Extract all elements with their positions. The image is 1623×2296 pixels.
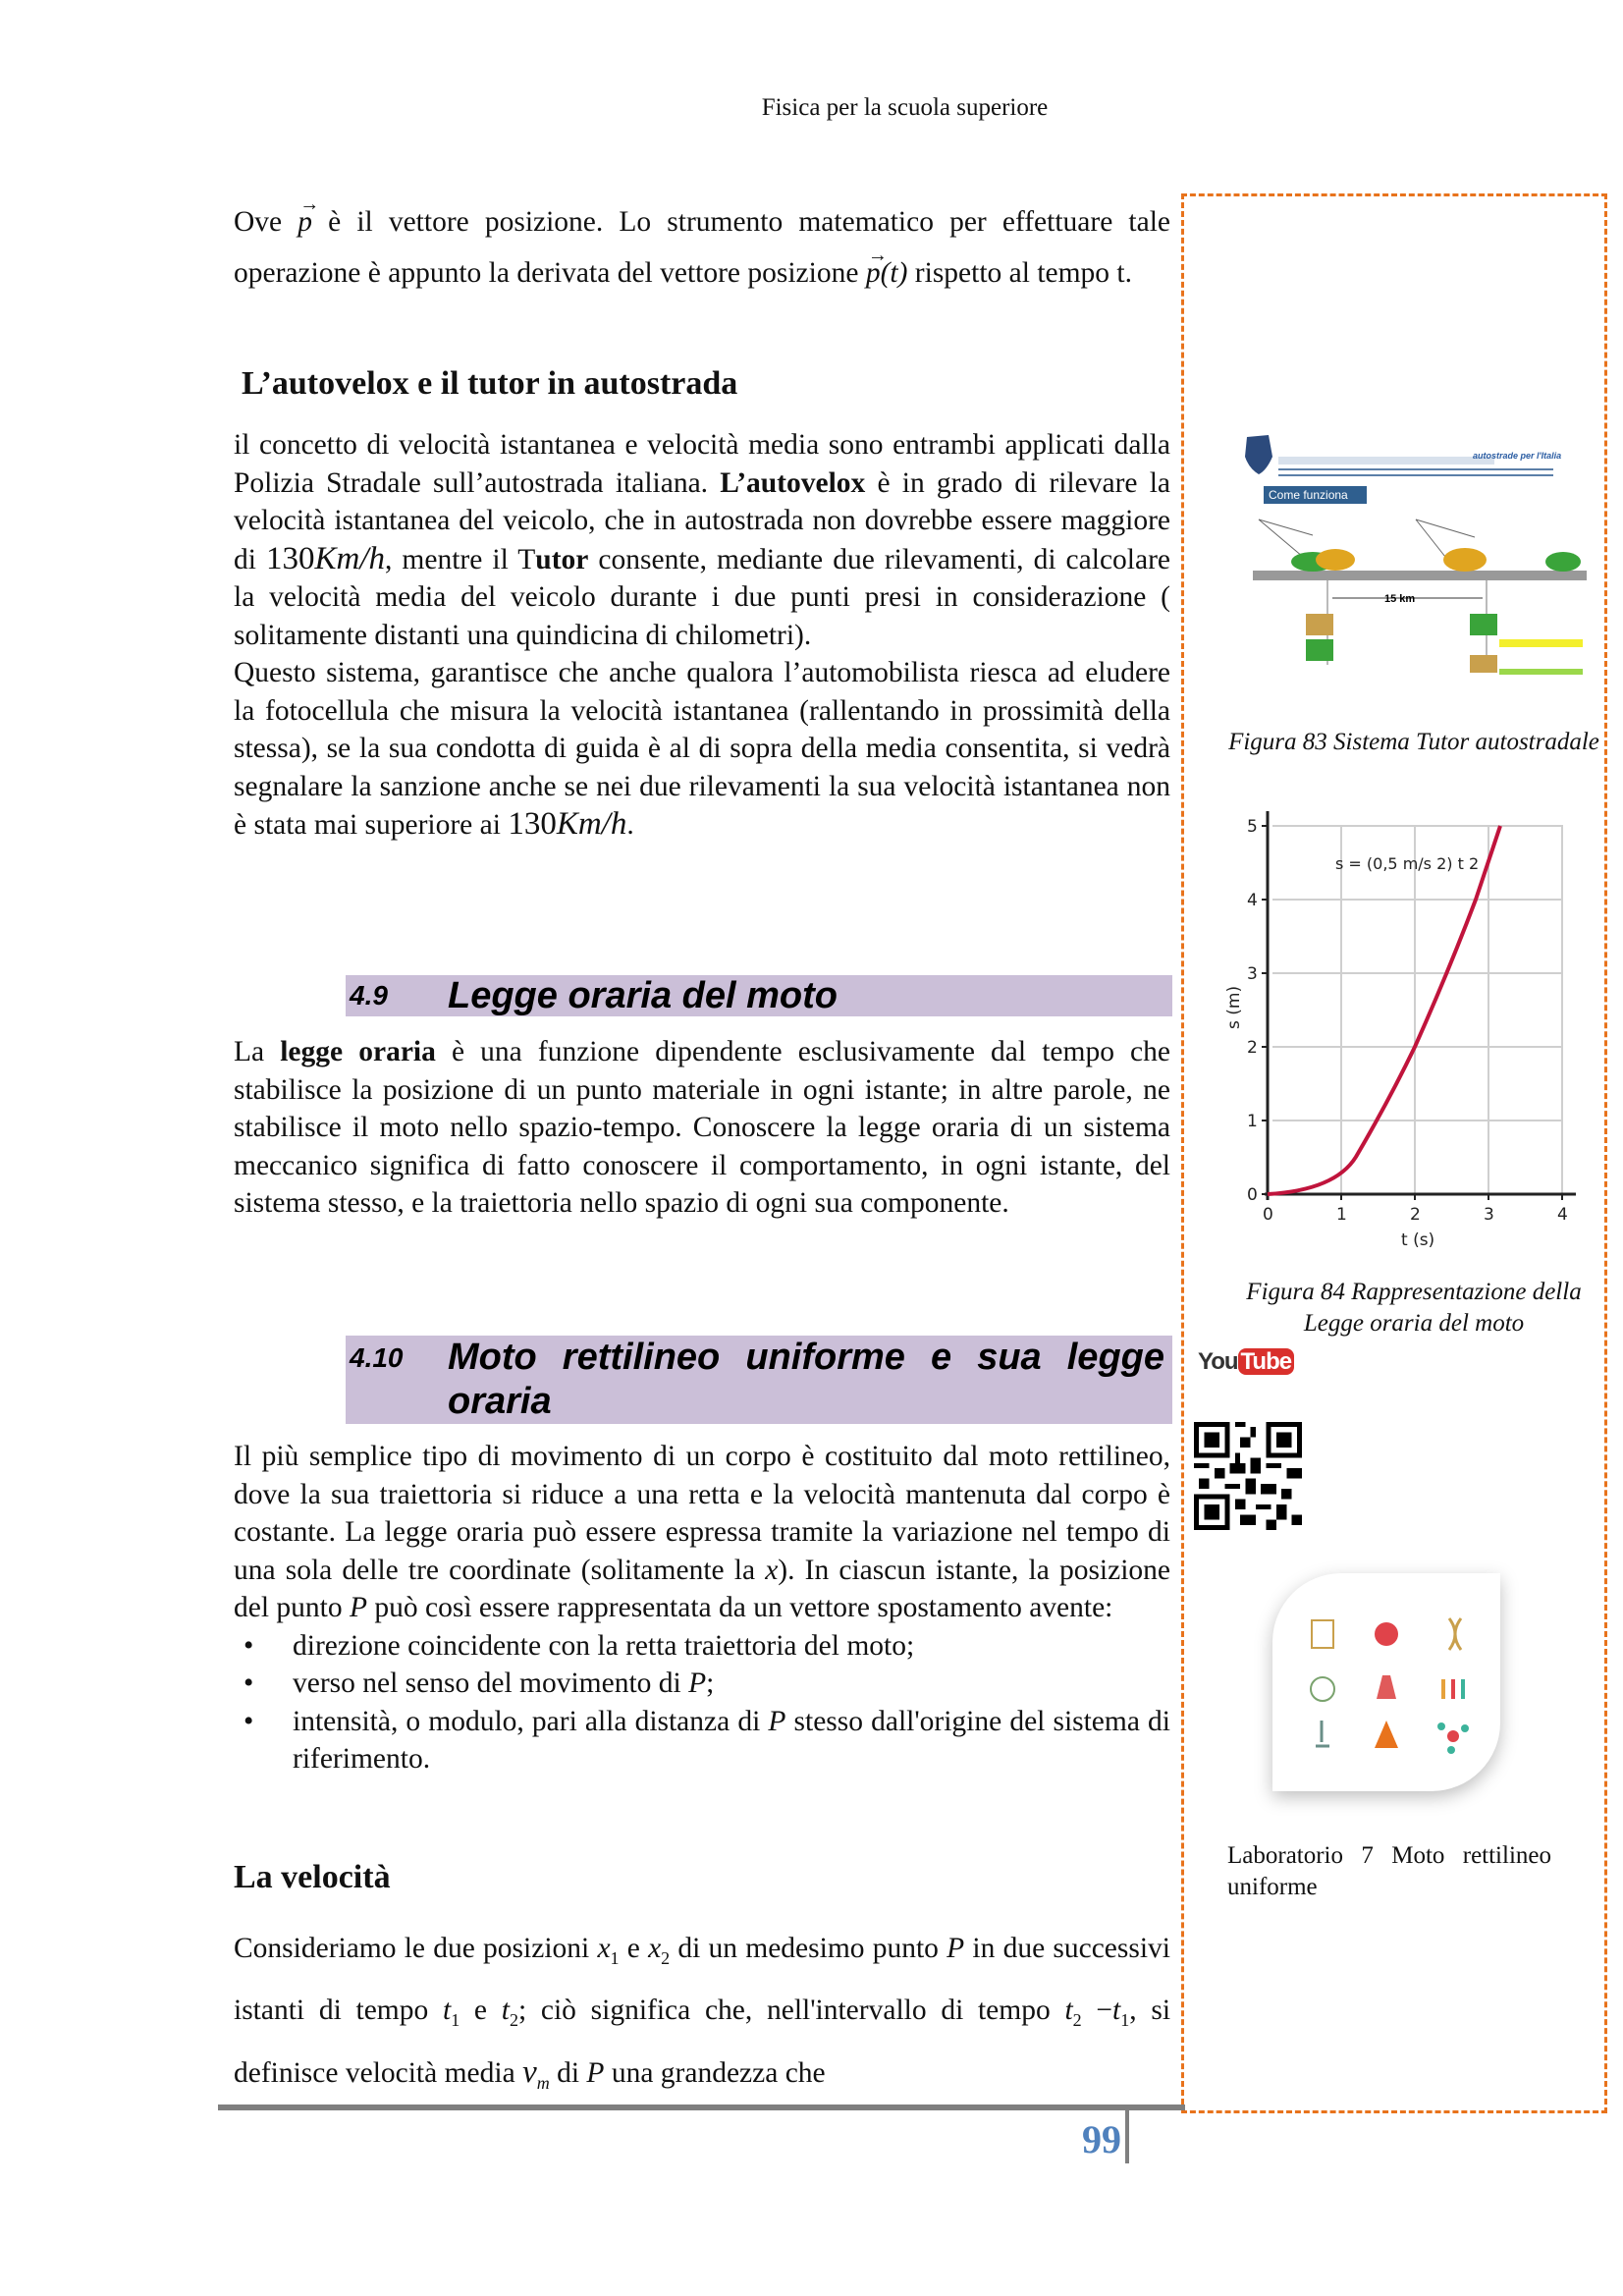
bullet-text: ; — [706, 1667, 715, 1699]
speed-unit: Km/h — [314, 540, 386, 576]
math-vm: v — [522, 2053, 537, 2090]
math-P: P — [350, 1592, 368, 1623]
section-title: Legge oraria del moto — [448, 975, 838, 1016]
svg-text:5: 5 — [1247, 817, 1258, 837]
autovelox-text: . — [626, 809, 634, 841]
youtube-tube-text: Tube — [1238, 1348, 1295, 1375]
section-4-9-body — [234, 1033, 1170, 1223]
bullet-italic: P — [688, 1667, 707, 1699]
vector-arg: (t) — [880, 257, 908, 289]
svg-text:0: 0 — [1247, 1185, 1258, 1205]
svg-text:3: 3 — [1247, 964, 1258, 984]
intro-text: è il vettore posizione. Lo strumento matematico per effettuare tale operazione è appunto la derivata del vettore posizione — [234, 206, 1170, 289]
svg-text:4: 4 — [1247, 891, 1258, 910]
intro-paragraph — [234, 196, 1170, 299]
autovelox-text: Questo sistema, garantisce che anche qualora l’automobilista riesca ad eludere la fotocellula che misura la velocità istantanea (rallentando in prossimità della stessa), se la sua condotta di guida è al di sopra della media consentita, si vedrà segnalare la sanzione anche se nei due rilevamenti la sua velocità istantanea non è stata mai superiore ai — [234, 657, 1170, 841]
svg-text:1: 1 — [1336, 1205, 1347, 1225]
bullet-item — [234, 1665, 1170, 1703]
subscript: 2 — [509, 2009, 518, 2030]
subscript: 1 — [451, 2009, 460, 2030]
speed-unit: Km/h — [556, 806, 627, 842]
autovelox-text: è in grado di rilevare la velocità istantanea del veicolo, che in autostrada non dovrebbe essere maggiore di — [234, 466, 1170, 575]
science-icons-grid — [1272, 1573, 1500, 1791]
figure-tutor-system — [1239, 429, 1593, 675]
footer-divider — [1125, 2110, 1129, 2163]
line-chart — [1217, 805, 1591, 1267]
velocita-text: e — [460, 1994, 502, 2026]
velocita-text: una grandezza che — [604, 2056, 826, 2089]
lab-caption: Laboratorio 7 Moto rettilineo uniforme — [1227, 1842, 1551, 1900]
bullet-text: direzione coincidente con la retta traiettoria del moto; — [293, 1629, 915, 1662]
legge-oraria-bold: legge oraria — [280, 1036, 436, 1067]
autovelox-heading: L’autovelox e il tutor in autostrada — [242, 365, 738, 402]
svg-text:t (s): t (s) — [1401, 1230, 1435, 1250]
subscript: 1 — [1120, 2009, 1130, 2030]
svg-text:3: 3 — [1484, 1205, 1494, 1225]
subscript: 2 — [661, 1947, 671, 1968]
running-header: Fisica per la scuola superiore — [761, 94, 1049, 121]
position-curve — [1268, 826, 1500, 1194]
speed-value: 130 — [266, 540, 315, 576]
velocita-text: , si definisce velocità media — [234, 1994, 1171, 2089]
figure-83-caption: Figura 83 Sistema Tutor autostradale — [1228, 729, 1599, 755]
section-number: 4.10 — [350, 1342, 404, 1373]
svg-text:Come funziona: Come funziona — [1269, 488, 1348, 502]
velocita-text: di — [549, 2056, 587, 2089]
section-text: può così essere rappresentata da un vettore spostamento avente: — [367, 1592, 1113, 1623]
intro-text: rispetto al tempo t. — [907, 257, 1133, 289]
youtube-logo[interactable] — [1198, 1348, 1296, 1394]
autovelox-body — [234, 426, 1170, 845]
autovelox-bold: L’autovelox — [720, 466, 866, 499]
velocita-text: e — [619, 1933, 649, 1964]
autovelox-text: il concetto di velocità istantanea e velocità media sono entrambi applicati dalla Polizia Stradale sull’autostrada italiana. — [234, 429, 1170, 499]
qr-code-icon[interactable] — [1193, 1422, 1303, 1530]
footer-rule — [218, 2105, 1185, 2110]
subscript: 2 — [1072, 2009, 1082, 2030]
velocita-text: in due successivi istanti di tempo — [234, 1933, 1170, 2026]
section-number: 4.9 — [350, 980, 388, 1011]
svg-text:0: 0 — [1263, 1205, 1273, 1225]
bullet-item — [234, 1703, 1170, 1778]
bullet-italic: P — [768, 1705, 786, 1737]
velocita-body — [234, 1923, 1170, 2109]
math-P: P — [947, 1933, 965, 1964]
youtube-you-text: You — [1198, 1348, 1238, 1375]
tutor-bold: utor — [535, 543, 589, 575]
subscript: 1 — [610, 1947, 620, 1968]
subscript: m — [536, 2072, 550, 2093]
speed-value: 130 — [508, 806, 557, 842]
section-text: La — [234, 1036, 281, 1067]
svg-text:1: 1 — [1247, 1112, 1258, 1131]
bullet-item — [234, 1627, 1170, 1666]
velocita-text: ; ciò significa che, nell'intervallo di tempo — [517, 1994, 1065, 2026]
math-x2: x — [648, 1933, 662, 1964]
autovelox-text: consente, mediante due rilevamenti, di calcolare la velocità media del veicolo durante i due punti presi in considerazione ( solitamente distanti una quindicina di chilometri). — [234, 543, 1170, 651]
section-4-10-body — [234, 1438, 1170, 1778]
section-text: Il più semplice tipo di movimento di un corpo è costituito dal moto rettilineo, dove la sua traiettoria si riduce a una retta e la velocità mantenuta dal corpo è costante. La legge oraria può essere espressa tramite la variazione nel tempo di una sola delle tre coordinate (solitamente la — [234, 1441, 1170, 1586]
vector-p-func: → p — [866, 247, 881, 299]
math-t1: t — [442, 1994, 452, 2026]
page-number: 99 — [1082, 2117, 1121, 2161]
vector-p: → p — [298, 196, 312, 247]
bullet-text: verso nel senso del movimento di — [293, 1667, 689, 1699]
svg-text:s = (0,5 m/s 2) t 2: s = (0,5 m/s 2) t 2 — [1335, 854, 1480, 873]
section-heading-4-9 — [346, 975, 1172, 1016]
bullet-list — [234, 1627, 1170, 1778]
intro-text: Ove — [234, 206, 298, 238]
minus-sign: − — [1081, 1994, 1113, 2026]
section-text: è una funzione dipendente esclusivamente dal tempo che stabilisce la posizione di un punto materiale in ogni istante; in altre parole, ne stabilisce il moto nello spazio-tempo. Conoscere la legge oraria di un sistema meccanico significa di fatto conoscere il comportamento, in ogni istante, del sistema stesso, e la traiettoria nello spazio di ogni sua componente. — [234, 1036, 1170, 1219]
math-x: x — [765, 1554, 779, 1586]
math-x1: x — [597, 1933, 611, 1964]
autovelox-text: , mentre il T — [385, 543, 536, 575]
svg-text:2: 2 — [1247, 1038, 1258, 1058]
figure-84-caption: Figura 84 Rappresentazione della Legge oraria del moto — [1246, 1279, 1582, 1337]
svg-text:4: 4 — [1557, 1205, 1568, 1225]
svg-text:s (m): s (m) — [1224, 985, 1244, 1029]
velocita-text: Consideriamo le due posizioni — [234, 1933, 598, 1964]
section-title: Moto rettilineo uniforme e sua legge oraria — [448, 1337, 1164, 1422]
math-t1: t — [1112, 1994, 1121, 2026]
math-t2: t — [1064, 1994, 1073, 2026]
tutor-diagram-icon — [1239, 429, 1593, 675]
section-heading-4-10 — [346, 1336, 1172, 1424]
svg-text:autostrade per l'Italia: autostrade per l'Italia — [1473, 451, 1562, 461]
section-text: ). In ciascun istante, la posizione del punto — [234, 1554, 1170, 1623]
velocita-heading: La velocità — [234, 1859, 391, 1895]
lab-app-icon[interactable] — [1272, 1573, 1500, 1791]
svg-text:15 km: 15 km — [1384, 593, 1416, 605]
bullet-text: intensità, o modulo, pari alla distanza di — [293, 1705, 769, 1737]
svg-text:2: 2 — [1410, 1205, 1421, 1225]
figure-legge-oraria-chart — [1217, 805, 1591, 1267]
bullet-text: stesso dall'origine del sistema di riferimento. — [293, 1705, 1170, 1775]
math-t2: t — [501, 1994, 510, 2026]
math-P: P — [586, 2056, 605, 2089]
velocita-text: di un medesimo punto — [670, 1933, 947, 1964]
